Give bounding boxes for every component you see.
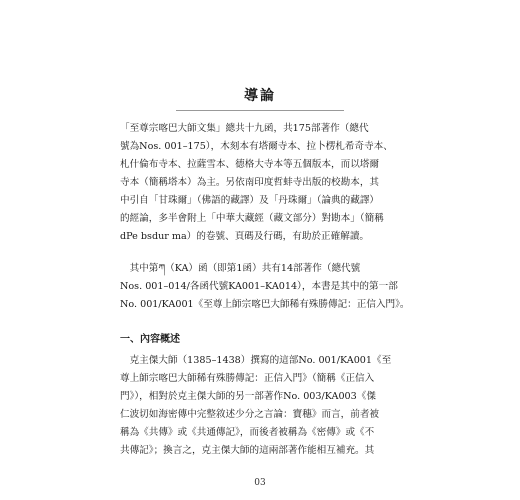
text-line: 號為Nos. 001–175），木刻本有塔爾寺本、拉卜楞札希奇寺本、: [120, 141, 393, 152]
text-line: 門》），相對於克主傑大師的另一部著作No. 003/KA003《傑: [120, 391, 376, 402]
intro-paragraph: [120, 120, 420, 246]
text-line: 寺本（簡稱塔本）為主。另依南印度哲蚌寺出版的校勘本，其: [120, 177, 380, 188]
text-line: 其中第ཀ（KA）函（即第1函）共有14部著作（總代號: [120, 263, 361, 274]
text-line: 札什倫布寺本、拉薩雪本、德格大寺本等五個版本，而以塔爾: [120, 159, 380, 170]
title-divider: [176, 110, 344, 111]
text-line: 克主傑大師（1385–1438）撰寫的這部No. 001/KA001《至: [120, 355, 392, 366]
text-line: Nos. 001–014/各函代號KA001–KA014），本書是其中的第一部: [120, 281, 398, 292]
text-line: 稱為《共傳》或《共通傳記》，而後者被稱為《密傳》或《不: [120, 427, 375, 438]
text-line: 仁波切如海密傳中完整敘述少分之言論：寶穗》而言，前者被: [120, 409, 380, 420]
volume-paragraph: [120, 260, 420, 314]
text-line: 「至尊宗喀巴大師文集」總共十九函，共175部著作（總代: [120, 123, 369, 134]
text-line: No. 001/KA001《至尊上師宗喀巴大師稀有殊勝傳記：正信入門》。: [120, 299, 410, 310]
page-title: 導論: [244, 88, 276, 104]
text-line: 尊上師宗喀巴大師稀有殊勝傳記：正信入門》（簡稱《正信入: [120, 373, 375, 384]
text-line: dPe bsdur ma）的卷號、頁碼及行碼，有助於正確解讀。: [120, 231, 370, 242]
content-paragraph: [120, 352, 420, 460]
text-line: 共傳記》；換言之，克主傑大師的這兩部著作能相互補充。其: [120, 445, 375, 456]
text-line: 的經論，多半會附上「中華大藏經（藏文部分）對勘本」（簡稱: [120, 213, 384, 224]
page-number: 03: [254, 478, 266, 488]
section-heading: 一、內容概述: [120, 334, 180, 345]
text-line: 中引自「甘珠爾」（佛語的藏譯）及「丹珠爾」（論典的藏譯）: [120, 195, 380, 206]
